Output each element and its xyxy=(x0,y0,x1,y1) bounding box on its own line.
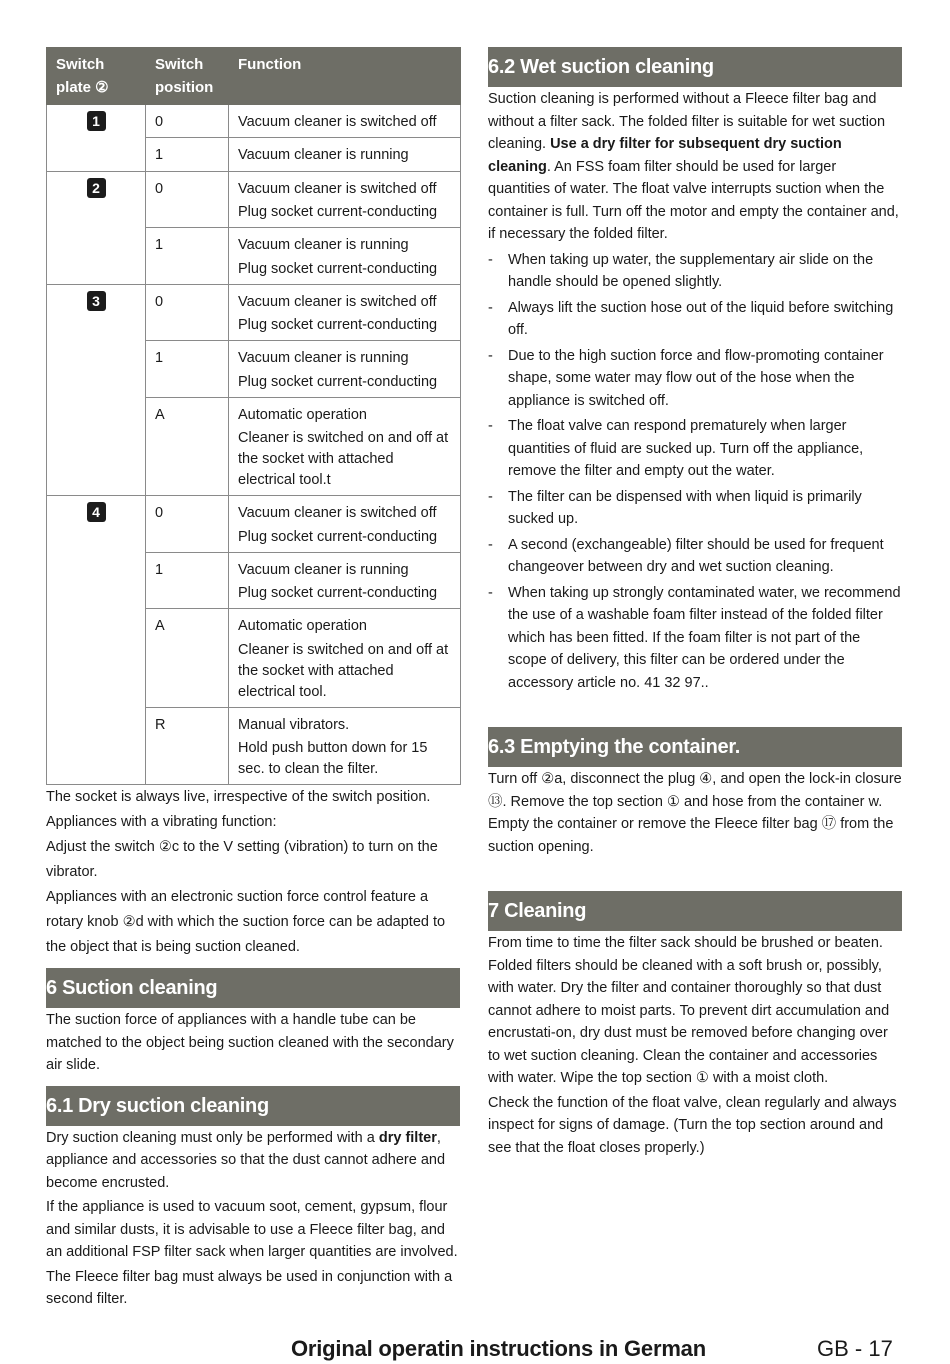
note-socket: The socket is always live, irrespective of the switch position. xyxy=(46,789,431,806)
position-cell: 1 xyxy=(146,552,229,608)
table-row xyxy=(47,496,461,552)
position-cell: 1 xyxy=(146,341,229,397)
function-cell xyxy=(229,171,461,227)
plate-cell xyxy=(47,496,146,785)
section-6-1-p1 xyxy=(46,1127,460,1195)
plate-cell xyxy=(47,171,146,284)
function-line: Plug socket current-conducting xyxy=(238,585,438,602)
position-cell: 0 xyxy=(146,105,229,138)
header-switch-plate: Switch plate ② xyxy=(47,48,146,105)
position-cell: 0 xyxy=(146,284,229,340)
position-cell: A xyxy=(146,609,229,708)
position-cell: 0 xyxy=(146,496,229,552)
note-suction-control: Appliances with an electronic suction force control feature a rotary knob ②d with which the suction force can be adapted to the object that is being suction cleaned. xyxy=(46,889,446,956)
function-cell xyxy=(229,609,461,708)
function-line: Plug socket current-conducting xyxy=(238,528,438,545)
plate-badge: 4 xyxy=(87,502,106,522)
function-cell xyxy=(229,552,461,608)
section-6-1-p2: If the appliance is used to vacuum soot, cement, gypsum, flour and similar dusts, it is advisable to use a Fleece filter bag, and an additional FSP filter sack when larger quantities are involved. xyxy=(46,1199,458,1261)
function-line: Vacuum cleaner is switched off xyxy=(238,293,437,310)
bold-run: Use a dry filter for subsequent dry suction cleaning xyxy=(488,136,842,175)
section-6-3-text: Turn off ②a, disconnect the plug ④, and open the lock-in closure ⑬. Remove the top section ① and hose from the container w. Empty the container or remove the Fleece filter bag ⑰ from the suction opening. xyxy=(488,771,902,855)
section-6-text: The suction force of appliances with a handle tube can be matched to the object being suction cleaned with the secondary air slide. xyxy=(46,1012,454,1074)
function-line: Plug socket current-conducting xyxy=(238,373,438,390)
function-line: Plug socket current-conducting xyxy=(238,204,438,221)
position-cell: 1 xyxy=(146,228,229,284)
function-cell xyxy=(229,138,461,171)
position-cell: A xyxy=(146,397,229,496)
note-vibrating: Appliances with a vibrating function: xyxy=(46,814,277,831)
section-7-p1: From time to time the filter sack should be brushed or beaten. Folded filters should be cleaned with a soft brush or, possibly, with water. Dry the filter and container thoroughly so that dust cannot adhere to moist parts. To prevent dirt accumulation and encrustati-on, dry dust must be removed before changing over to wet suction cleaning. Clean the container and accessories with water. Wipe the top section ① with a moist cloth. xyxy=(488,935,890,1086)
section-6-1-p3: The Fleece filter bag must always be used in conjunction with a second filter. xyxy=(46,1268,453,1308)
function-line: Vacuum cleaner is switched off xyxy=(238,180,437,197)
left-column xyxy=(46,47,460,1311)
text-run: . An FSS foam filter should be used for larger quantities of water. The float valve interrupts suction when the container is full. Turn off the motor and empty the container and, if necessary the folded filter. xyxy=(488,158,899,242)
position-cell: R xyxy=(146,707,229,785)
text-run: Suction cleaning is performed without a Fleece filter bag and without a filter sack. The folded filter is suitable for wet suction cleaning. xyxy=(488,91,886,152)
function-line: Cleaner is switched on and off at the socket with attached electrical tool.t xyxy=(238,430,449,489)
header-function: Function xyxy=(229,48,461,105)
wet-cleaning-list xyxy=(488,249,902,695)
function-line: Vacuum cleaner is switched off xyxy=(238,505,437,522)
plate-badge: 3 xyxy=(87,291,106,311)
function-line: Plug socket current-conducting xyxy=(238,260,438,277)
list-item: - Due to the high suction force and flow-promoting container shape, some water may flow out of the hose when the appliance is switched off. xyxy=(488,345,902,413)
plate-badge: 1 xyxy=(87,111,106,131)
list-item: - The filter can be dispensed with when liquid is primarily sucked up. xyxy=(488,486,902,531)
function-cell xyxy=(229,496,461,552)
note-adjust-switch: Adjust the switch ②c to the V setting (vibration) to turn on the vibrator. xyxy=(46,839,438,881)
function-cell xyxy=(229,284,461,340)
function-line: Cleaner is switched on and off at the socket with attached electrical tool. xyxy=(238,641,449,700)
list-item: - When taking up water, the supplementary air slide on the handle should be opened slightly. xyxy=(488,249,902,294)
list-item: - When taking up strongly contaminated water, we recommend the use of a washable foam filter instead of the folded filter which has been fitted. If the foam filter is not part of the scope of delivery, this filter can be ordered under the accessory article no. 41 32 97.. xyxy=(488,582,902,695)
plate-cell xyxy=(47,284,146,495)
position-cell: 0 xyxy=(146,171,229,227)
function-line: Vacuum cleaner is running xyxy=(238,561,409,578)
function-cell xyxy=(229,228,461,284)
function-line: Vacuum cleaner is running xyxy=(238,237,409,254)
table-header-row xyxy=(47,48,461,105)
table-row xyxy=(47,284,461,340)
function-cell xyxy=(229,341,461,397)
right-column xyxy=(488,47,902,1159)
section-6-3-heading: 6.3 Emptying the container. xyxy=(488,727,902,767)
position-cell: 1 xyxy=(146,138,229,171)
page-number: GB - 17 xyxy=(817,1336,893,1361)
section-7-p2: Check the function of the float valve, clean regularly and always inspect for signs of damage. (Turn the top section around and see that the float closes properly.) xyxy=(488,1094,897,1156)
section-6-2-heading: 6.2 Wet suction cleaning xyxy=(488,47,902,87)
text-run: , appliance and accessories so that the dust cannot adhere and become encrusted. xyxy=(46,1129,446,1191)
function-line: Hold push button down for 15 sec. to clean the filter. xyxy=(238,740,428,778)
table-row xyxy=(47,105,461,138)
function-line: Automatic operation xyxy=(238,618,367,635)
footer-title: Original operatin instructions in German xyxy=(291,1336,706,1361)
plate-badge: 2 xyxy=(87,178,106,198)
function-line: Manual vibrators. xyxy=(238,716,350,733)
section-6-1-heading: 6.1 Dry suction cleaning xyxy=(46,1086,460,1126)
function-line: Vacuum cleaner is running xyxy=(238,350,409,367)
function-line: Plug socket current-conducting xyxy=(238,317,438,334)
switch-table xyxy=(46,47,461,785)
header-switch-position: Switch position xyxy=(146,48,229,105)
function-line: Automatic operation xyxy=(238,406,367,423)
bold-run: dry filter xyxy=(378,1129,437,1146)
function-line: Vacuum cleaner is switched off xyxy=(238,114,437,130)
section-6-heading: 6 Suction cleaning xyxy=(46,968,460,1008)
function-line: Vacuum cleaner is running xyxy=(238,147,409,164)
list-item: - A second (exchangeable) filter should be used for frequent changeover between dry and wet suction cleaning. xyxy=(488,534,902,579)
section-6-2-p1 xyxy=(488,88,902,246)
function-cell xyxy=(229,397,461,496)
function-cell xyxy=(229,105,461,138)
function-cell xyxy=(229,707,461,785)
list-item: - The float valve can respond prematurely when larger quantities of fluid are sucked up. Turn off the appliance, remove the filter and empty out the water. xyxy=(488,415,902,483)
plate-cell xyxy=(47,105,146,172)
left-notes xyxy=(46,785,460,960)
list-item: - Always lift the suction hose out of the liquid before switching off. xyxy=(488,297,902,342)
section-7-heading: 7 Cleaning xyxy=(488,891,902,931)
table-row xyxy=(47,171,461,227)
text-run: Dry suction cleaning must only be performed with a xyxy=(46,1129,379,1146)
